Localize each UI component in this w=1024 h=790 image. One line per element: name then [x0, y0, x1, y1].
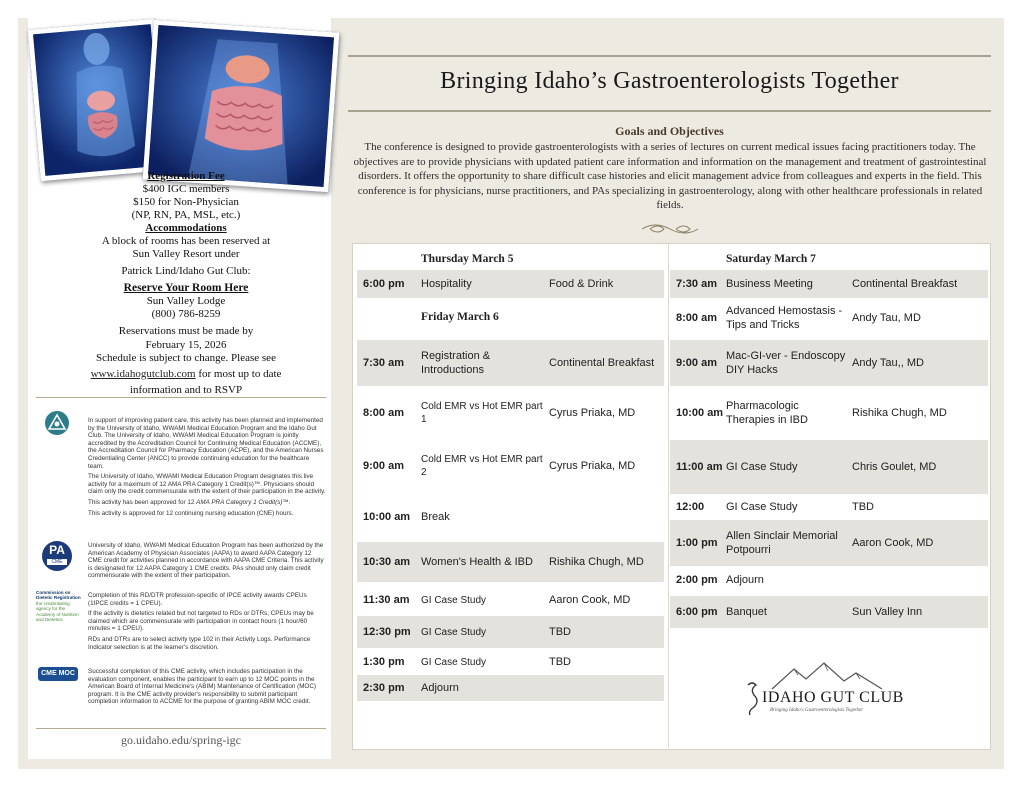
speaker-cell: Aaron Cook, MD	[852, 537, 934, 549]
time-cell: 10:00 am	[676, 407, 724, 419]
schedule-divider	[668, 244, 669, 748]
registration-fee	[70, 170, 302, 222]
cdr-logo-sub: the credentialing agency for the Academy of Nutrition and Dietetics	[36, 600, 79, 623]
schedule-row-left	[357, 493, 664, 541]
cme-moc-logo	[38, 667, 78, 681]
event-cell: Adjourn	[726, 574, 764, 586]
time-cell: 11:00 am	[676, 461, 723, 473]
registration-fee-heading: Registration Fee	[147, 170, 225, 182]
event-cell: Mac-GI-ver - Endoscopy DIY Hacks	[726, 350, 846, 376]
pa-cme-logo	[42, 541, 72, 571]
time-cell: 12:00	[676, 501, 705, 513]
idaho-gut-club-logo	[732, 655, 922, 729]
speaker-cell	[549, 675, 660, 701]
deadline-text-2: February 15, 2026	[145, 338, 227, 351]
speaker-cell	[852, 247, 984, 271]
accreditation-text-4	[88, 668, 326, 709]
time-cell	[676, 247, 724, 271]
intestines-illustration	[148, 25, 334, 187]
schedule-row-left	[357, 388, 664, 438]
speaker-cell: Rishika Chugh, MD	[852, 407, 947, 419]
speaker-cell: Andy Tau, MD	[852, 312, 921, 324]
anatomy-photo-2	[143, 20, 340, 193]
event-cell: Allen Sinclair Memorial Potpourri	[726, 530, 838, 556]
accreditation-para-2: The University of Idaho, WWAMI Medical Education Program designates this live activity for a maximum of 12 AMA PRA Category 1 Credit(s)™. Physicians should claim only the credit commensurate with the extent of their participation in the activity.	[88, 473, 326, 496]
change-text-1: Schedule is subject to change. Please see	[96, 352, 276, 364]
schedule-row-left	[357, 247, 664, 271]
schedule-row-right	[670, 495, 988, 519]
schedule-row-left	[357, 584, 664, 616]
fee-nonphysician: $150 for Non-Physician	[133, 196, 239, 208]
schedule-row-right	[670, 388, 988, 438]
divider	[36, 397, 326, 398]
event-cell: GI Case Study	[726, 501, 798, 513]
title-rule-top	[348, 55, 991, 57]
title-rule-bottom	[348, 110, 991, 112]
speaker-cell	[549, 493, 660, 541]
day-heading: Saturday March 7	[726, 253, 816, 265]
event-cell: Hospitality	[421, 278, 472, 290]
speaker-cell: Continental Breakfast	[852, 278, 958, 290]
flourish-ornament	[640, 220, 700, 238]
accreditation-para-5: University of Idaho, WWAMI Medical Education Program has been authorized by the American Academy of Physician Associates (AAPA) to award AAPA Category 12 CME credit for activities planned in accordance with AAPA CME Criteria. This activity is designated for 12 AAPA Category 1 CME credits. PAs should only claim credit commensurate with the extent of their participation.	[88, 542, 324, 580]
event-cell: Cold EMR vs Hot EMR part 1	[421, 401, 543, 425]
goals-heading: Goals and Objectives	[615, 124, 724, 138]
event-cell: Break	[421, 511, 450, 523]
accommodations-heading: Accommodations	[145, 222, 227, 234]
pa-logo-sub: CME	[47, 559, 67, 565]
speaker-cell: TBD	[549, 626, 571, 638]
accommodations-text-2: Sun Valley Resort under	[132, 248, 240, 260]
day-heading: Thursday March 5	[421, 253, 514, 265]
event-cell: GI Case Study	[421, 656, 487, 668]
reservation-info	[70, 282, 302, 321]
time-cell: 1:30 pm	[363, 656, 405, 668]
event-cell: Advanced Hemostasis - Tips and Tricks	[726, 305, 843, 331]
event-cell: Adjourn	[421, 682, 459, 694]
time-cell: 12:30 pm	[363, 626, 411, 638]
credit-pre: This activity has been approved for 12	[88, 498, 197, 506]
club-tagline: Bringing Idaho's Gastroenterologists Together	[770, 708, 864, 713]
schedule-row-left	[357, 542, 664, 582]
time-cell: 7:30 am	[363, 357, 404, 369]
schedule-row-left	[357, 616, 664, 648]
fee-note: (NP, RN, PA, MSL, etc.)	[131, 209, 241, 221]
accreditation-text-1	[88, 417, 326, 520]
event-cell: Business Meeting	[726, 278, 813, 290]
deadline-info	[70, 325, 302, 398]
schedule-row-right	[670, 566, 988, 594]
goals-text: The conference is designed to provide gastroenterologists with a series of lectures on current medical issues facing practitioners today. The objectives are to provide physicians with updated patient care information and information on the management and treatment of gastrointestinal disorders. It offers the opportunity to share difficult case histories and elicit management advice from colleagues and experts in the field. This conference is for physicians, nurse practitioners, and PAs specializing in gastroenterology, along with other healthcare professionals in related fields.	[353, 141, 987, 211]
speaker-cell: TBD	[549, 656, 571, 668]
accreditation-text-2	[88, 542, 326, 583]
time-cell: 8:00 am	[676, 312, 717, 324]
schedule-row-left	[357, 270, 664, 298]
club-name: IDAHO GUT CLUB	[762, 689, 904, 706]
speaker-cell: TBD	[852, 501, 874, 513]
speaker-cell	[852, 566, 984, 594]
accommodations-text-1: A block of rooms has been reserved at	[101, 235, 271, 247]
schedule-row-right	[670, 440, 988, 494]
accreditation-para-3	[88, 499, 326, 507]
moc-logo-text-1: CME	[41, 670, 57, 677]
schedule-row-right	[670, 340, 988, 386]
event-cell: Cold EMR vs Hot EMR part 2	[421, 454, 543, 478]
schedule-row-right	[670, 596, 988, 628]
change-text-2: for most up to date	[195, 367, 282, 380]
speaker-cell: Andy Tau,, MD	[852, 357, 924, 369]
accommodations	[70, 222, 302, 261]
time-cell: 11:30 am	[363, 594, 410, 606]
schedule-row-left	[357, 648, 664, 676]
time-cell: 10:00 am	[363, 511, 411, 523]
credit-em: AMA PRA Category 1 Credit(s)	[196, 498, 283, 506]
day-heading: Friday March 6	[421, 311, 499, 323]
accreditation-para-4: This activity is approved for 12 continuing nursing education (CNE) hours.	[88, 509, 294, 517]
time-cell: 6:00 pm	[676, 606, 718, 618]
accreditation-para-1: In support of improving patient care, this activity has been planned and implemented by the University of Idaho, WWAMI Medical Education Program and the Idaho Gut Club. The University of Idaho, WWAMI Medical Education Program is jointly accredited by the Accreditation Council for Continuing Medical Education (ACCME), the Accreditation Council for Pharmacy Education (ACPE), and the American Nurses Credentialing Center (ANCC) to provide continuing education for the healthcare team.	[88, 417, 324, 470]
schedule-row-left	[357, 440, 664, 492]
speaker-cell	[549, 298, 660, 336]
speaker-cell: Aaron Cook, MD	[549, 594, 631, 606]
footer-divider	[36, 728, 326, 729]
schedule-row-right	[670, 298, 988, 338]
speaker-cell: Food & Drink	[549, 278, 614, 290]
time-cell	[363, 298, 419, 336]
credit-post: ™.	[282, 498, 291, 506]
change-text-3: information and to RSVP	[129, 384, 243, 396]
event-cell: GI Case Study	[421, 626, 487, 638]
accreditation-para-7: If the activity is dietetics related but not targeted to RDs or DTRs, CPEUs may be claimed which are commensurate with participation in contact hours (1 hour/60 minutes = 1 CPEU).	[88, 610, 314, 633]
event-cell: Women's Health & IBD	[421, 556, 533, 568]
speaker-cell: Rishika Chugh, MD	[549, 556, 644, 568]
joint-accreditation-logo	[44, 410, 70, 436]
event-cell: Registration & Introductions	[421, 350, 491, 376]
schedule-row-right	[670, 247, 988, 271]
page-title: Bringing Idaho’s Gastroenterologists Together	[440, 68, 899, 94]
reserve-room-link[interactable]: Reserve Your Room Here	[123, 282, 249, 294]
time-cell: 8:00 am	[363, 407, 404, 419]
event-cell: GI Case Study	[421, 594, 487, 606]
event-cell: Banquet	[726, 606, 767, 618]
time-cell: 9:00 am	[363, 460, 404, 472]
event-cell: Pharmacologic Therapies in IBD	[726, 400, 808, 426]
moc-logo-text-2: MOC	[58, 670, 75, 677]
deadline-text-1: Reservations must be made by	[118, 325, 254, 337]
schedule-row-right	[670, 520, 988, 566]
block-name: Patrick Lind/Idaho Gut Club:	[121, 265, 251, 277]
time-cell: 9:00 am	[676, 357, 717, 369]
speaker-cell	[549, 247, 660, 271]
cdr-logo-text: Commission on Dietetic Registration	[36, 590, 81, 601]
schedule-row-left	[357, 675, 664, 701]
event-cell: GI Case Study	[726, 461, 798, 473]
schedule-row-left	[357, 298, 664, 336]
time-cell: 7:30 am	[676, 278, 717, 290]
speaker-cell: Cyrus Priaka, MD	[549, 407, 636, 419]
accreditation-para-9: Successful completion of this CME activity, which includes participation in the evaluation component, enables the participant to earn up to 12 MOC points in the American Board of Internal Medicine's (ABIM) Maintenance of Certification (MOC) program. It is the CME activity provider's responsibility to submit participant completion information to ACCME for the purpose of granting ABIM MOC credit.	[88, 668, 316, 706]
time-cell: 2:30 pm	[363, 682, 405, 694]
footer-url[interactable]: go.uidaho.edu/spring-igc	[121, 733, 241, 747]
speaker-cell: Chris Goulet, MD	[852, 461, 937, 473]
speaker-cell: Sun Valley Inn	[852, 606, 923, 618]
lodge-phone: (800) 786-8259	[151, 308, 221, 320]
fee-members: $400 IGC members	[142, 183, 230, 195]
speaker-cell: Cyrus Priaka, MD	[549, 460, 636, 472]
pa-logo-text: PA	[49, 543, 65, 557]
time-cell: 2:00 pm	[676, 574, 718, 586]
speaker-cell: Continental Breakfast	[549, 357, 655, 369]
accreditation-para-8: RDs and DTRs are to select activity type 102 in their Activity Logs. Performance Indicator selection is at the learner's discretion.	[88, 635, 311, 651]
cdr-logo	[36, 590, 82, 623]
time-cell: 10:30 am	[363, 556, 411, 568]
time-cell	[363, 247, 419, 271]
accreditation-text-3	[88, 592, 326, 654]
accreditation-para-6: Completion of this RD/DTR profession-specific of IPCE activity awards CPEUs (1IPCE credits = 1 CPEU).	[88, 592, 307, 607]
time-cell: 6:00 pm	[363, 278, 405, 290]
schedule-row-right	[670, 270, 988, 298]
lodge-name: Sun Valley Lodge	[146, 295, 226, 307]
website-link[interactable]: www.idahogutclub.com	[90, 367, 196, 380]
time-cell: 1:00 pm	[676, 537, 718, 549]
schedule-row-left	[357, 340, 664, 386]
